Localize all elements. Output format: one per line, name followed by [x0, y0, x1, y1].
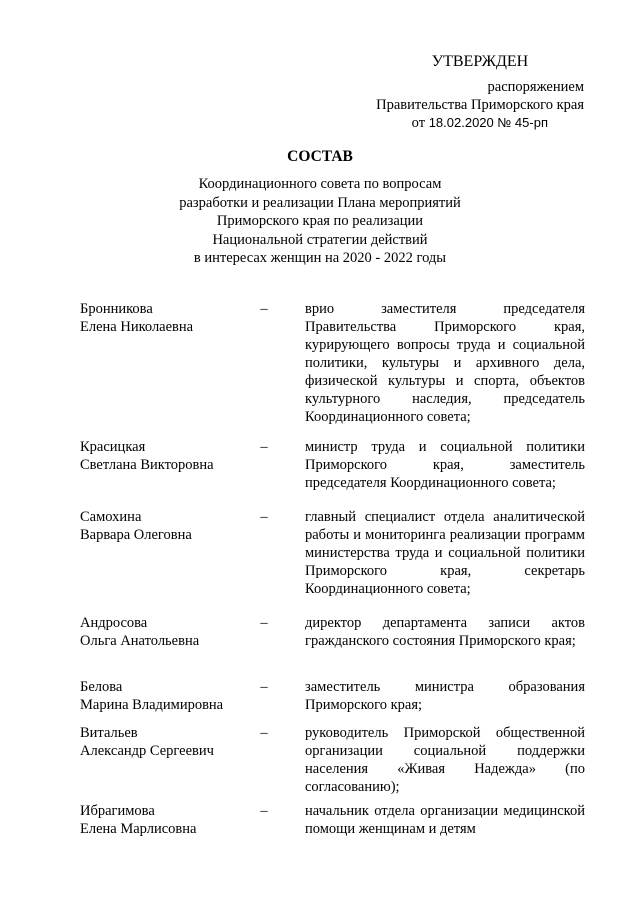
member-name	[80, 300, 255, 336]
member-dash: –	[260, 439, 268, 455]
decree-date-number: 18.02.2020 № 45-рп	[428, 115, 548, 130]
subtitle-line: разработки и реализации Плана мероприятий	[179, 194, 461, 211]
member-surname: Ибрагимова	[80, 803, 155, 819]
member-name	[80, 802, 255, 838]
member-given-name: Марина Владимировна	[80, 697, 224, 713]
decree-line-1: распоряжением	[487, 79, 584, 95]
member-given-name: Елена Николаевна	[80, 319, 194, 335]
document-subtitle	[160, 175, 480, 268]
member-name	[80, 508, 255, 544]
decree-line-2: Правительства Приморского края	[376, 97, 584, 113]
member-role: руководитель Приморской общественной организации социальной поддержки населения «Живая Надежда» (по согласованию);	[305, 725, 585, 795]
member-given-name: Светлана Викторовна	[80, 457, 214, 473]
member-dash: –	[260, 615, 268, 631]
member-name	[80, 438, 255, 474]
member-role: министр труда и социальной политики Приморского края, заместитель председателя Координационного совета;	[305, 439, 585, 491]
member-dash: –	[260, 803, 268, 819]
member-role: врио заместителя председателя Правительства Приморского края, курирующего вопросы труда и социальной политики, культуры и архивного дела, физической культуры и спорта, объектов культурного наследия, председатель Координационного совета;	[305, 301, 585, 425]
decree-date-prefix: от	[411, 115, 426, 131]
member-surname: Красицкая	[80, 439, 146, 455]
member-given-name: Елена Марлисовна	[80, 821, 197, 837]
member-dash: –	[260, 679, 268, 695]
member-given-name: Варвара Олеговна	[80, 527, 192, 543]
decree-reference	[284, 78, 584, 132]
approval-stamp-heading: УТВЕРЖДЕН	[431, 53, 529, 70]
member-role: заместитель министра образования Приморского края;	[305, 679, 585, 713]
subtitle-line: Приморского края по реализации	[216, 213, 424, 229]
member-dash: –	[260, 509, 268, 525]
member-surname: Самохина	[80, 509, 142, 525]
member-surname: Бронникова	[80, 301, 153, 317]
subtitle-line: в интересах женщин на 2020 - 2022 годы	[193, 250, 447, 266]
member-surname: Белова	[80, 679, 123, 695]
document-title: СОСТАВ	[287, 148, 353, 165]
member-dash: –	[260, 725, 268, 741]
decree-date-line	[284, 114, 584, 132]
member-given-name: Ольга Анатольевна	[80, 633, 200, 649]
subtitle-line: Национальной стратегии действий	[212, 231, 428, 248]
member-role: директор департамента записи актов гражданского состояния Приморского края;	[305, 615, 585, 649]
member-surname: Витальев	[80, 725, 138, 741]
member-name	[80, 724, 255, 760]
member-role: начальник отдела организации медицинской помощи женщинам и детям	[305, 803, 585, 837]
member-name	[80, 678, 255, 714]
member-name	[80, 614, 255, 650]
member-role: главный специалист отдела аналитической работы и мониторинга реализации программ министерства труда и социальной политики Приморского края, секретарь Координационного совета;	[305, 509, 585, 597]
member-surname: Андросова	[80, 615, 148, 631]
member-dash: –	[260, 301, 268, 317]
member-given-name: Александр Сергеевич	[80, 743, 214, 759]
subtitle-line: Координационного совета по вопросам	[198, 176, 442, 192]
